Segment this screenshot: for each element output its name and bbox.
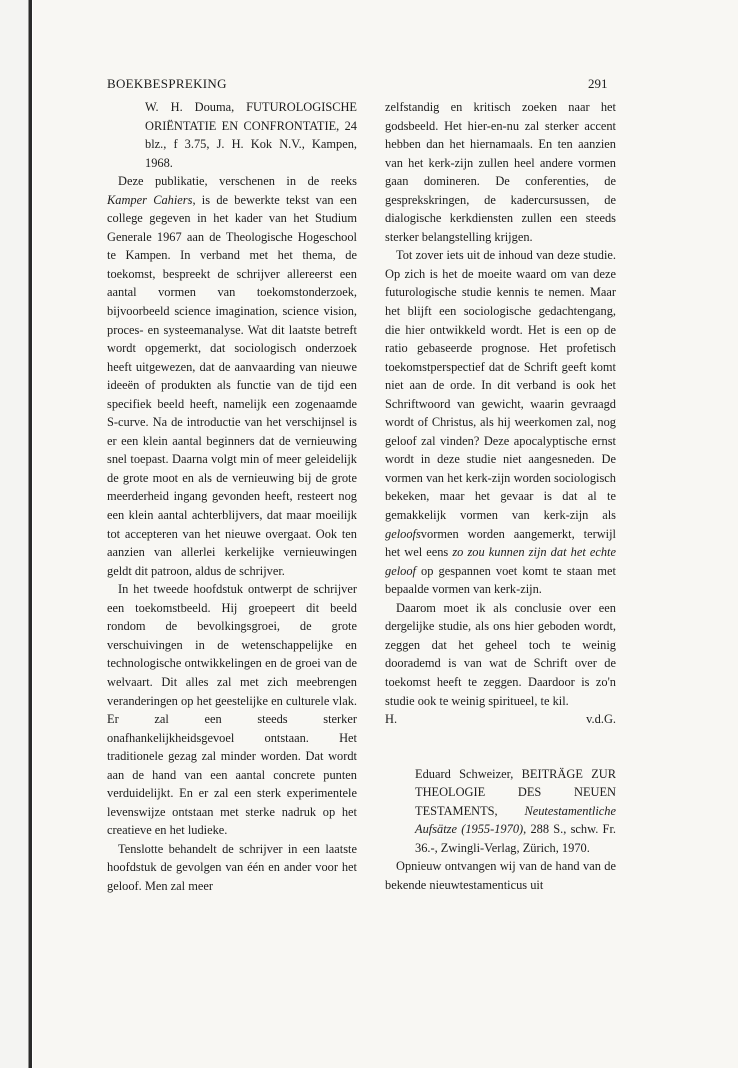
review-1-signature	[385, 710, 616, 729]
review-2-citation: Eduard Schweizer, BEITRÄGE ZUR THEOLOGIE DES NEUEN TESTAMENTS, Neutestamentliche Aufsätze (1955-1970), 288 S., schw. Fr. 36.-, Zwingli-Verlag, Zürich, 1970.	[415, 766, 616, 855]
signature-reviewer: v.d.G.	[586, 712, 616, 727]
signature-initial: H.	[385, 712, 398, 727]
scan-border	[0, 0, 32, 1068]
review-1-paragraph-5: Daarom moet ik als conclusie over een dergelijke studie, als ons hier geboden wordt, zeggen dat het geheel toch te weinig doorademd is van wat de Schrift over de toekomst heeft te zeggen. Daardoor is zo'n studie ook te weinig spiritueel, te kil.	[385, 600, 616, 708]
review-2-paragraph-1: Opnieuw ontvangen wij van de hand van de bekende nieuwtestamenticus uit	[385, 859, 616, 892]
review-1-paragraph-2: In het tweede hoofdstuk ontwerpt de schrijver een toekomstbeeld. Hij groepeert dit beeld rondom de bevolkingsgroei, de grote verschuivingen in de wetenschappelijke en technologische ontwikkelingen en de groei van de welvaart. Dit alles zal met zich meebrengen veranderingen op het geestelijke en culturele vlak. Er zal een steeds sterker onafhankelijkheidsgevoel ontstaan. Het traditionele gezag zal minder worden. Dat wordt aan de hand van een aantal concrete punten verduidelijkt. En er zal een sterk experimentele levenswijze ontstaan met sterke nadruk op het creatieve en het ludieke.	[107, 582, 357, 838]
review-1-paragraph-1: Deze publikatie, verschenen in de reeks Kamper Cahiers, is de bewerkte tekst van een college gegeven in het kader van het Studium Generale 1967 aan de Theologische Hogeschool te Kampen. In verband met het thema, de toekomst, bespreekt de schrijver allereerst een aantal vormen van toekomstonderzoek, bijvoorbeeld science imagination, science vision, proces- en systeemanalyse. Wat dit laatste betreft wordt opgemerkt, dat sociologisch onderzoek heeft uitgewezen, dat de aanvaarding van nieuwe ideeën of produkten als functie van de tijd een specifiek beeld heeft, namelijk een zogenaamde S-curve. Na de introductie van het verschijnsel is er een klein aantal beginners dat de vernieuwing snel toepast. Daarna volgt min of meer geleidelijk de grote moot en als de vernieuwing bij de grote meerderheid ingang gevonden heeft, resteert nog een klein aantal achterblijvers, dat maar moeilijk tot accepteren van het nieuwe overgaat. Ook ten aanzien van allerlei kerkelijke vernieuwingen geldt dit patroon, aldus de schrijver.	[107, 174, 357, 578]
right-column	[385, 98, 616, 894]
review-1-paragraph-3-start: Tenslotte behandelt de schrijver in een laatste hoofdstuk de gevolgen van één en ander voor het geloof. Men zal meer	[107, 841, 357, 893]
left-column	[107, 98, 357, 896]
running-title: BOEKBESPREKING	[107, 76, 227, 91]
review-1-citation: W. H. Douma, FUTUROLOGISCHE ORIËNTATIE EN CONFRONTATIE, 24 blz., f 3.75, J. H. Kok N.V., Kampen, 1968.	[145, 100, 357, 170]
review-1-paragraph-3-end: zelfstandig en kritisch zoeken naar het godsbeeld. Het hier-en-nu zal sterker accent hebben dan het hiernamaals. En ten aanzien van het kerk-zijn zullen heel andere vormen gaan domineren. De conferenties, de gesprekskringen, de kadercursussen, de dialogische kerkdiensten zullen een steeds sterker belangstelling krijgen.	[385, 100, 616, 244]
review-1-paragraph-4: Tot zover iets uit de inhoud van deze studie. Op zich is het de moeite waard om van deze futurologische studie kennis te nemen. Maar het blijft een sociologische gedachtengang, die hier ontwikkeld wordt. Het is een op de ratio gebaseerde prognose. Het profetisch toekomstperspectief dat de Schrift geeft komt niet aan de orde. In dit verband is ook het Schriftwoord van gewicht, waarin gevraagd wordt of Christus, als hij weerkomen zal, nog geloof zal vinden? Deze apocalyptische ernst wordt in deze studie niet aangesneden. De vormen van het kerk-zijn worden sociologisch bekeken, maar het gevaar is dat al te gemakkelijk vormen van kerk-zijn als geloofsvormen worden aangemerkt, terwijl het wel eens zo zou kunnen zijn dat het echte geloof op gespannen voet komt te staan met bepaalde vormen van kerk-zijn.	[385, 248, 616, 597]
page-number: 291	[588, 76, 608, 91]
